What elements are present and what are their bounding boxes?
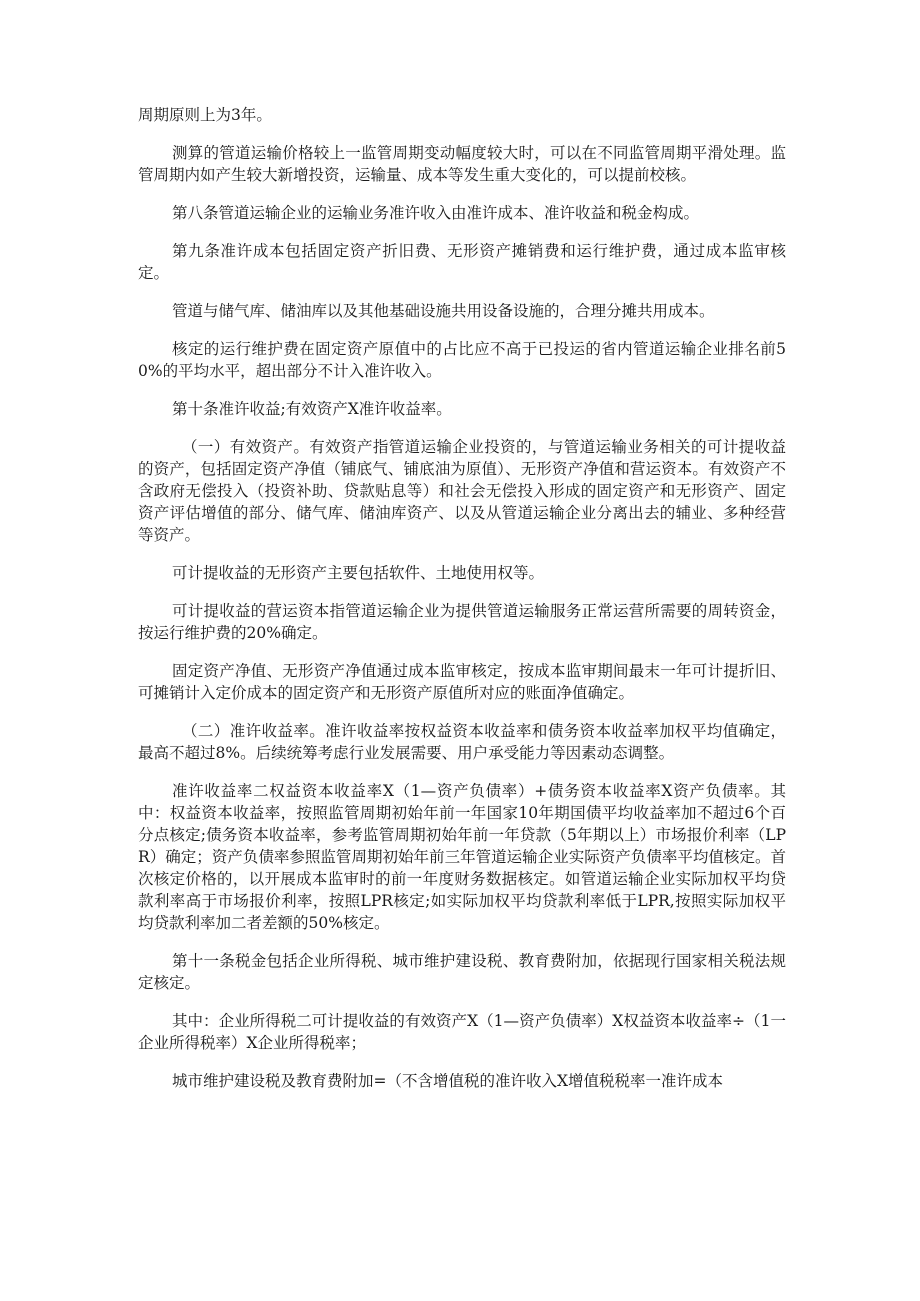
paragraph: 第十条准许收益;有效资产X准许收益率。 [172, 400, 452, 418]
document-page [138, 104, 786, 1108]
paragraph: （二）准许收益率。准许收益率按权益资本收益率和债务资本收益率加权平均值确定，最高不超过8%。后续统筹考虑行业发展需要、用户承受能力等因素动态调整。 [138, 722, 786, 762]
paragraph: 管道与储气库、储油库以及其他基础设施共用设备设施的，合理分摊共用成本。 [172, 302, 715, 320]
paragraph: 周期原则上为3年。 [138, 106, 272, 124]
paragraph: 其中：企业所得税二可计提收益的有效资产X（1—资产负债率）X权益资本收益率÷（1一企业所得税率）X企业所得税率； [138, 1012, 786, 1052]
paragraph: 核定的运行维护费在固定资产原值中的占比应不高于已投运的省内管道运输企业排名前50%的平均水平，超出部分不计入准许收入。 [138, 340, 786, 380]
paragraph: （一）有效资产。有效资产指管道运输企业投资的，与管道运输业务相关的可计提收益的资产，包括固定资产净值（铺底气、铺底油为原值）、无形资产净值和营运资本。有效资产不含政府无偿投入（投资补助、贷款贴息等）和社会无偿投入形成的固定资产和无形资产、固定资产评估增值的部分、储气库、储油库资产、以及从管道运输企业分离出去的辅业、多种经营等资产。 [138, 438, 786, 544]
paragraph: 可计提收益的营运资本指管道运输企业为提供管道运输服务正常运营所需要的周转资金，按运行维护费的20%确定。 [138, 602, 786, 642]
paragraph: 测算的管道运输价格较上一监管周期变动幅度较大时，可以在不同监管周期平滑处理。监管周期内如产生较大新增投资，运输量、成本等发生重大变化的，可以提前校核。 [138, 144, 786, 184]
paragraph: 第八条管道运输企业的运输业务准许收入由准许成本、准许收益和税金构成。 [172, 204, 700, 222]
paragraph: 可计提收益的无形资产主要包括软件、土地使用权等。 [172, 564, 545, 582]
paragraph: 第九条准许成本包括固定资产折旧费、无形资产摊销费和运行维护费，通过成本监审核定。 [138, 242, 786, 282]
paragraph: 准许收益率二权益资本收益率X（1—资产负债率）+债务资本收益率X资产负债率。其中：权益资本收益率，按照监管周期初始年前一年国家10年期国债平均收益率加不超过6个百分点核定;债务资本收益率，参考监管周期初始年前一年贷款（5年期以上）市场报价利率（LPR）确定；资产负债率参照监管周期初始年前三年管道运输企业实际资产负债率平均值核定。首次核定价格的，以开展成本监审时的前一年度财务数据核定。如管道运输企业实际加权平均贷款利率高于市场报价利率，按照LPR核定;如实际加权平均贷款利率低于LPR,按照实际加权平均贷款利率加二者差额的50%核定。 [138, 782, 786, 932]
paragraph: 城市维护建设税及教育费附加=（不含增值税的准许收入X增值税税率一准许成本 [172, 1072, 724, 1090]
paragraph: 第十一条税金包括企业所得税、城市维护建设税、教育费附加，依据现行国家相关税法规定核定。 [138, 952, 786, 992]
paragraph: 固定资产净值、无形资产净值通过成本监审核定，按成本监审期间最末一年可计提折旧、可摊销计入定价成本的固定资产和无形资产原值所对应的账面净值确定。 [138, 662, 786, 702]
